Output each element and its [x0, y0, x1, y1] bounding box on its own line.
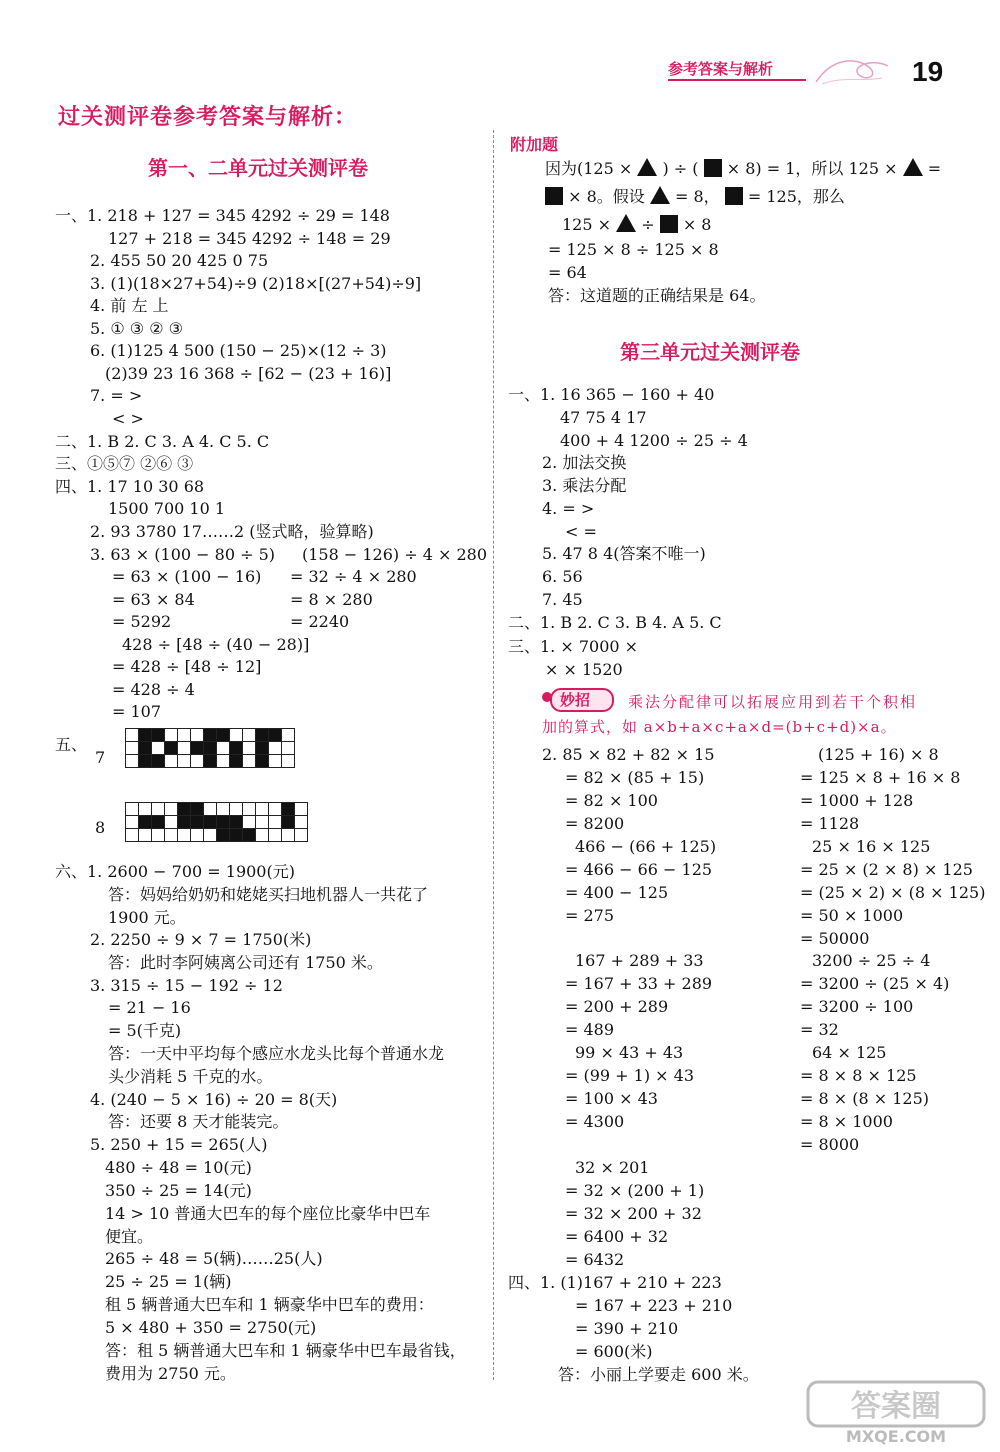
answer-line: = 489 [565, 1020, 615, 1039]
grid-cell [295, 803, 308, 816]
column-divider [493, 130, 494, 1380]
answer-line: 五、 [55, 735, 88, 754]
grid-cell [126, 803, 139, 816]
answer-line: 答：一天中平均每个感应水龙头比每个普通水龙 [108, 1044, 445, 1063]
answer-line: = 107 [112, 702, 162, 721]
answer-line: 一、1. 16 365 − 160 + 40 [508, 385, 715, 404]
section-title-units-1-2: 第一、二单元过关测评卷 [148, 156, 368, 180]
answer-line: 一、1. 218 + 127 = 345 4292 ÷ 29 = 148 [55, 206, 390, 225]
grid-cell [139, 742, 152, 755]
grid-cell [269, 729, 282, 742]
answer-line: 4. (240 − 5 × 16) ÷ 20 = 8(天) [90, 1090, 338, 1109]
answer-line: 头少消耗 5 千克的水。 [108, 1067, 273, 1086]
answer-line: = 32 [800, 1020, 839, 1039]
grid-cell [126, 755, 139, 768]
answer-line: = 63 × (100 − 16) [112, 567, 262, 586]
answer-line: 2. 93 3780 17……2 (竖式略，验算略) [90, 522, 374, 541]
grid-cell [230, 829, 243, 842]
extra-answer: 答：这道题的正确结果是 64。 [548, 286, 766, 305]
answer-line: 3200 ÷ 25 ÷ 4 [812, 951, 931, 970]
answer-line: 3. (1)(18×27+54)÷9 (2)18×[(27+54)÷9] [90, 274, 422, 293]
grid-cell [204, 755, 217, 768]
extra-line-5: = 64 [548, 263, 587, 282]
grid-cell [178, 742, 191, 755]
answer-line: = 8 × 1000 [800, 1112, 893, 1131]
answer-line: = 32 ÷ 4 × 280 [290, 567, 417, 586]
square-icon [704, 159, 722, 177]
answer-line: (125 + 16) × 8 [818, 745, 939, 764]
answer-line: (158 − 126) ÷ 4 × 280 [302, 545, 488, 564]
answer-line: = 275 [565, 906, 615, 925]
answer-line: = 82 × (85 + 15) [565, 768, 705, 787]
grid-cell [126, 829, 139, 842]
grid-cell [230, 742, 243, 755]
grid-cell [152, 729, 165, 742]
grid-cell [282, 803, 295, 816]
grid-cell [191, 829, 204, 842]
answer-line: × × 1520 [545, 660, 623, 679]
answer-line: = 8 × (8 × 125) [800, 1089, 930, 1108]
grid-cell [126, 729, 139, 742]
answer-line: = 8 × 280 [290, 590, 373, 609]
answer-line: = 8200 [565, 814, 625, 833]
grid-cell [152, 742, 165, 755]
grid-cell [152, 829, 165, 842]
grid-cell [204, 829, 217, 842]
grid-cell [139, 803, 152, 816]
grid-cell [204, 729, 217, 742]
grid-cell [165, 729, 178, 742]
grid-cell [217, 742, 230, 755]
grid-cell [295, 816, 308, 829]
answer-line: 99 × 43 + 43 [575, 1043, 684, 1062]
extra-line-2: × 8。假设 = 8， = 125，那么 [545, 186, 845, 207]
answer-line: 2. 455 50 20 425 0 75 [90, 251, 269, 270]
triangle-icon [616, 214, 636, 232]
grid-cell [126, 742, 139, 755]
answer-line: 答：租 5 辆普通大巴车和 1 辆豪华中巴车最省钱， [105, 1341, 466, 1360]
answer-line: 7. 45 [542, 590, 583, 609]
answer-line: = 50 × 1000 [800, 906, 904, 925]
answer-line: = 5292 [112, 612, 172, 631]
answer-line: 25 ÷ 25 = 1(辆) [105, 1272, 232, 1291]
extra-line-1: 因为(125 × ) ÷ ( × 8) = 1，所以 125 × = [545, 159, 942, 178]
answer-line: 三、①⑤⑦ ②⑥ ③ [55, 454, 194, 473]
grid-cell [230, 755, 243, 768]
answer-line: = 167 + 33 + 289 [565, 974, 713, 993]
grid-cell [139, 729, 152, 742]
square-icon [545, 187, 563, 205]
grid-cell [256, 729, 269, 742]
grid-figure-7 [125, 728, 295, 768]
answer-line: 64 × 125 [812, 1043, 887, 1062]
answer-line: 2. 85 × 82 + 82 × 15 [542, 745, 715, 764]
answer-line: 6. 56 [542, 567, 583, 586]
answer-line: = 167 + 223 + 210 [575, 1296, 733, 1315]
svg-text:MXQE.COM: MXQE.COM [845, 1427, 947, 1446]
answer-line: = 125 × 8 + 16 × 8 [800, 768, 961, 787]
grid-cell [165, 803, 178, 816]
grid-cell [256, 755, 269, 768]
grid-cell [256, 829, 269, 842]
grid-cell [282, 755, 295, 768]
answer-line: 400 + 4 1200 ÷ 25 ÷ 4 [560, 431, 748, 450]
answer-line: = 32 × 200 + 32 [565, 1204, 702, 1223]
grid-cell [269, 755, 282, 768]
tip-text-line-2: 加的算式，如 a×b+a×c+a×d=(b+c+d)×a。 [542, 718, 897, 736]
decorative-swirl-icon [812, 52, 892, 88]
answer-line: 1500 700 10 1 [108, 499, 226, 518]
tip-box [540, 686, 940, 734]
answer-line: 25 × 16 × 125 [812, 837, 931, 856]
answer-line: = 400 − 125 [565, 883, 669, 902]
answer-line: (2)39 23 16 368 ÷ [62 − (23 + 16)] [105, 364, 392, 383]
grid-cell [217, 755, 230, 768]
grid-cell [243, 816, 256, 829]
answer-line: 7. = > [90, 386, 143, 405]
answer-line: = 5(千克) [108, 1021, 182, 1040]
grid-cell [126, 816, 139, 829]
triangle-icon [903, 158, 923, 176]
header-underline [668, 79, 806, 81]
pin-icon [542, 692, 552, 702]
grid-cell [191, 816, 204, 829]
answer-line: = 390 + 210 [575, 1319, 679, 1338]
answer-line: 1900 元。 [108, 908, 186, 927]
grid-cell [139, 829, 152, 842]
grid-cell [152, 803, 165, 816]
grid-cell [282, 816, 295, 829]
answer-line: 480 ÷ 48 = 10(元) [105, 1158, 252, 1177]
grid-cell [204, 816, 217, 829]
extra-line-3: 125 × ÷ × 8 [562, 215, 712, 234]
answer-line: = 50000 [800, 929, 870, 948]
grid-cell [243, 803, 256, 816]
grid-cell [217, 816, 230, 829]
main-title: 过关测评卷参考答案与解析： [58, 105, 358, 130]
answer-line: 6. (1)125 4 500 (150 − 25)×(12 ÷ 3) [90, 341, 387, 360]
answer-line: = 1000 + 128 [800, 791, 914, 810]
answer-line: = 200 + 289 [565, 997, 669, 1016]
extra-question-title: 附加题 [510, 135, 559, 154]
answer-line: 4. = > [542, 499, 595, 518]
answer-line: = 3200 ÷ 100 [800, 997, 914, 1016]
answer-line: < > [112, 409, 144, 428]
grid-cell [152, 816, 165, 829]
square-icon [725, 187, 743, 205]
grid-cell [191, 803, 204, 816]
answer-line: = 8000 [800, 1135, 860, 1154]
answer-line: 14 > 10 普通大巴车的每个座位比豪华中巴车 [105, 1204, 431, 1223]
grid-cell [204, 803, 217, 816]
answer-line: = (25 × 2) × (8 × 125) [800, 883, 986, 902]
answer-line: = (99 + 1) × 43 [565, 1066, 695, 1085]
answer-line: 32 × 201 [575, 1158, 650, 1177]
grid-cell [191, 729, 204, 742]
tip-text-line-1: 乘法分配律可以拓展应用到若干个积相 [628, 693, 918, 711]
grid-cell [139, 755, 152, 768]
answer-line: = 6432 [565, 1250, 625, 1269]
answer-line: 二、1. B 2. C 3. B 4. A 5. C [508, 613, 722, 632]
answer-line: 三、1. × 7000 × [508, 637, 639, 656]
grid-cell [165, 816, 178, 829]
grid-cell [217, 829, 230, 842]
grid-cell [178, 729, 191, 742]
answer-line: 127 + 218 = 345 4292 ÷ 148 = 29 [108, 229, 391, 248]
grid-cell [282, 829, 295, 842]
grid-cell [269, 803, 282, 816]
answer-line: = 32 × (200 + 1) [565, 1181, 705, 1200]
grid-cell [152, 755, 165, 768]
answer-line: 350 ÷ 25 = 14(元) [105, 1181, 252, 1200]
grid-cell [243, 755, 256, 768]
answer-line: 答：还要 8 天才能装完。 [108, 1112, 289, 1131]
grid-cell [282, 742, 295, 755]
answer-line: 5 × 480 + 350 = 2750(元) [105, 1318, 317, 1337]
grid-label-8: 8 [95, 818, 106, 837]
answer-line: = 21 − 16 [108, 998, 191, 1017]
tip-label: 妙招 [560, 691, 591, 709]
square-icon [660, 215, 678, 233]
grid-cell [165, 755, 178, 768]
grid-cell [243, 829, 256, 842]
answer-line: = 2240 [290, 612, 350, 631]
grid-figure-8 [125, 802, 308, 842]
grid-cell [204, 742, 217, 755]
answer-line: 2. 加法交换 [542, 453, 627, 472]
answer-line: = 466 − 66 − 125 [565, 860, 713, 879]
answer-line: 答：妈妈给奶奶和姥姥买扫地机器人一共花了 [108, 885, 429, 904]
answer-line: 5. 47 8 4(答案不唯一) [542, 544, 706, 563]
answer-line: 47 75 4 17 [560, 408, 647, 427]
grid-cell [217, 803, 230, 816]
grid-cell [178, 803, 191, 816]
grid-cell [282, 729, 295, 742]
answer-line: 2. 2250 ÷ 9 × 7 = 1750(米) [90, 930, 312, 949]
answer-line: 六、1. 2600 − 700 = 1900(元) [55, 862, 295, 881]
grid-cell [191, 742, 204, 755]
answer-line: = 100 × 43 [565, 1089, 658, 1108]
answer-line: 3. 63 × (100 − 80 ÷ 5) [90, 545, 276, 564]
grid-cell [217, 729, 230, 742]
answer-line: 费用为 2750 元。 [105, 1364, 236, 1383]
extra-line-4: = 125 × 8 ÷ 125 × 8 [548, 240, 719, 259]
answer-line: = 8 × 8 × 125 [800, 1066, 917, 1085]
answer-line: 租 5 辆普通大巴车和 1 辆豪华中巴车的费用： [105, 1295, 434, 1314]
answer-line: 答：此时李阿姨离公司还有 1750 米。 [108, 953, 383, 972]
svg-text:答案圈: 答案圈 [851, 1389, 941, 1424]
grid-cell [256, 803, 269, 816]
answer-line: 5. 250 + 15 = 265(人) [90, 1135, 268, 1154]
answer-line: = 1128 [800, 814, 860, 833]
answer-line: = 82 × 100 [565, 791, 658, 810]
header-label: 参考答案与解析 [668, 60, 774, 78]
grid-cell [165, 742, 178, 755]
answer-line: 二、1. B 2. C 3. A 4. C 5. C [55, 432, 270, 451]
answer-line: 428 ÷ [48 ÷ (40 − 28)] [122, 635, 310, 654]
grid-cell [243, 729, 256, 742]
grid-cell [295, 829, 308, 842]
answer-line: = 428 ÷ [48 ÷ 12] [112, 657, 262, 676]
answer-line: = 25 × (2 × 8) × 125 [800, 860, 973, 879]
answer-line: 4. 前 左 上 [90, 296, 169, 315]
answer-line: = 63 × 84 [112, 590, 195, 609]
grid-cell [178, 829, 191, 842]
grid-cell [256, 816, 269, 829]
answer-line: = 428 ÷ 4 [112, 680, 195, 699]
grid-cell [256, 742, 269, 755]
answer-line: = 6400 + 32 [565, 1227, 669, 1246]
watermark-logo-icon [806, 1380, 986, 1446]
answer-line: 四、1. 17 10 30 68 [55, 477, 205, 496]
grid-cell [269, 742, 282, 755]
answer-line: 167 + 289 + 33 [575, 951, 704, 970]
answer-line: 265 ÷ 48 = 5(辆)……25(人) [105, 1249, 323, 1268]
answer-line: 3. 315 ÷ 15 − 192 ÷ 12 [90, 976, 283, 995]
section-title-unit-3: 第三单元过关测评卷 [620, 340, 800, 364]
answer-line: < = [565, 522, 597, 541]
grid-cell [230, 803, 243, 816]
grid-cell [243, 742, 256, 755]
grid-cell [139, 816, 152, 829]
grid-cell [269, 829, 282, 842]
answer-line: 便宜。 [105, 1227, 154, 1246]
grid-cell [178, 755, 191, 768]
grid-cell [230, 816, 243, 829]
answer-line: 3. 乘法分配 [542, 476, 627, 495]
answer-line: 答：小丽上学要走 600 米。 [558, 1365, 759, 1384]
page-number: 19 [912, 56, 944, 87]
answer-line: = 600(米) [575, 1342, 653, 1361]
answer-line: = 3200 ÷ (25 × 4) [800, 974, 950, 993]
answer-line: = 4300 [565, 1112, 625, 1131]
triangle-icon [637, 158, 657, 176]
grid-cell [269, 816, 282, 829]
grid-cell [165, 829, 178, 842]
grid-label-7: 7 [95, 748, 106, 767]
triangle-icon [650, 186, 670, 204]
answer-line: 四、1. (1)167 + 210 + 223 [508, 1273, 722, 1292]
answer-line: 5. ① ③ ② ③ [90, 319, 183, 338]
grid-cell [178, 816, 191, 829]
grid-cell [230, 729, 243, 742]
grid-cell [191, 755, 204, 768]
answer-line: 466 − (66 + 125) [575, 837, 717, 856]
